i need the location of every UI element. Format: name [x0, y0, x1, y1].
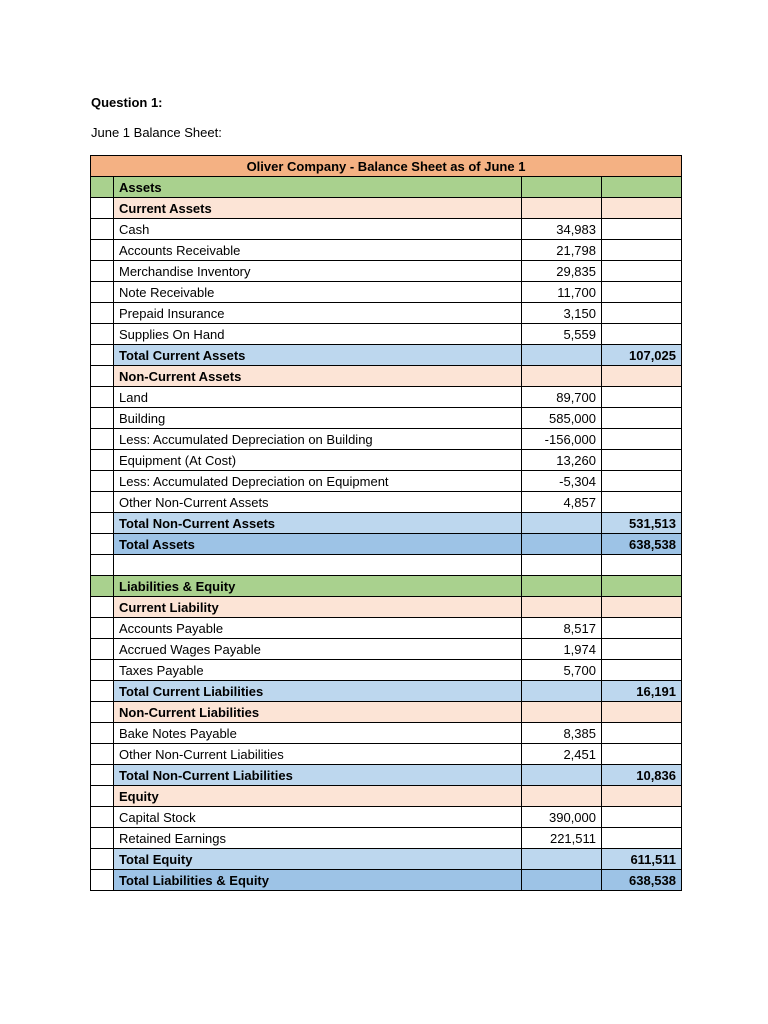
- row-amount: 5,559: [522, 324, 602, 345]
- row-amount: 221,511: [522, 828, 602, 849]
- row-amount: [522, 345, 602, 366]
- row-total: [602, 429, 682, 450]
- row-marker-cell: [91, 618, 114, 639]
- row-marker-cell: [91, 870, 114, 891]
- row-marker-cell: [91, 198, 114, 219]
- row-marker-cell: [91, 534, 114, 555]
- row-label: Assets: [114, 177, 522, 198]
- row-amount: [522, 681, 602, 702]
- row-marker-cell: [91, 723, 114, 744]
- row-amount: [522, 597, 602, 618]
- table-row: [91, 282, 682, 303]
- row-marker-cell: [91, 450, 114, 471]
- row-label: Accrued Wages Payable: [114, 639, 522, 660]
- row-total: [602, 471, 682, 492]
- row-total: [602, 177, 682, 198]
- row-label: Merchandise Inventory: [114, 261, 522, 282]
- row-label: Current Liability: [114, 597, 522, 618]
- row-total: 638,538: [602, 534, 682, 555]
- row-label: Building: [114, 408, 522, 429]
- row-amount: 21,798: [522, 240, 602, 261]
- row-marker-cell: [91, 681, 114, 702]
- table-row: [91, 786, 682, 807]
- row-marker-cell: [91, 555, 114, 576]
- row-amount: 8,517: [522, 618, 602, 639]
- row-label: Cash: [114, 219, 522, 240]
- row-marker-cell: [91, 597, 114, 618]
- row-label: Total Equity: [114, 849, 522, 870]
- row-marker-cell: [91, 387, 114, 408]
- table-row: [91, 576, 682, 597]
- table-row: [91, 492, 682, 513]
- table-row: [91, 261, 682, 282]
- row-amount: 8,385: [522, 723, 602, 744]
- table-row: [91, 534, 682, 555]
- table-row: [91, 345, 682, 366]
- row-label: Non-Current Liabilities: [114, 702, 522, 723]
- row-total: [602, 450, 682, 471]
- row-amount: 390,000: [522, 807, 602, 828]
- table-row: [91, 366, 682, 387]
- row-amount: [522, 534, 602, 555]
- row-marker-cell: [91, 807, 114, 828]
- row-total: [602, 387, 682, 408]
- row-label: Taxes Payable: [114, 660, 522, 681]
- row-marker-cell: [91, 849, 114, 870]
- row-marker-cell: [91, 345, 114, 366]
- row-marker-cell: [91, 366, 114, 387]
- row-amount: [522, 849, 602, 870]
- row-total: [602, 408, 682, 429]
- row-marker-cell: [91, 639, 114, 660]
- row-amount: [522, 765, 602, 786]
- row-total: [602, 261, 682, 282]
- row-total: [602, 555, 682, 576]
- row-marker-cell: [91, 303, 114, 324]
- row-amount: [522, 366, 602, 387]
- balance-sheet-body: [91, 156, 682, 891]
- row-total: [602, 282, 682, 303]
- row-total: [602, 198, 682, 219]
- row-amount: [522, 177, 602, 198]
- row-total: [602, 303, 682, 324]
- table-row: [91, 513, 682, 534]
- row-marker-cell: [91, 786, 114, 807]
- row-amount: [522, 576, 602, 597]
- row-label: Total Assets: [114, 534, 522, 555]
- table-row: [91, 429, 682, 450]
- row-label: Retained Earnings: [114, 828, 522, 849]
- row-label: Less: Accumulated Depreciation on Equipment: [114, 471, 522, 492]
- row-amount: 2,451: [522, 744, 602, 765]
- row-amount: 29,835: [522, 261, 602, 282]
- row-marker-cell: [91, 576, 114, 597]
- row-marker-cell: [91, 240, 114, 261]
- table-row: [91, 681, 682, 702]
- row-label: Total Current Assets: [114, 345, 522, 366]
- row-label: Total Non-Current Assets: [114, 513, 522, 534]
- row-total: [602, 702, 682, 723]
- table-row: [91, 765, 682, 786]
- row-marker-cell: [91, 765, 114, 786]
- row-amount: 34,983: [522, 219, 602, 240]
- row-label: Total Non-Current Liabilities: [114, 765, 522, 786]
- row-total: 638,538: [602, 870, 682, 891]
- row-label: Liabilities & Equity: [114, 576, 522, 597]
- row-amount: 13,260: [522, 450, 602, 471]
- row-total: [602, 219, 682, 240]
- row-amount: [522, 786, 602, 807]
- table-row: [91, 198, 682, 219]
- row-total: [602, 828, 682, 849]
- table-row: [91, 324, 682, 345]
- table-row: [91, 408, 682, 429]
- balance-sheet-table: [90, 155, 682, 891]
- table-row: [91, 702, 682, 723]
- row-label: Less: Accumulated Depreciation on Building: [114, 429, 522, 450]
- row-total: [602, 597, 682, 618]
- row-total: [602, 366, 682, 387]
- table-row: [91, 177, 682, 198]
- row-total: [602, 639, 682, 660]
- row-label: [114, 555, 522, 576]
- row-total: 16,191: [602, 681, 682, 702]
- row-label: Bake Notes Payable: [114, 723, 522, 744]
- table-row: [91, 471, 682, 492]
- row-amount: 1,974: [522, 639, 602, 660]
- row-total: [602, 618, 682, 639]
- row-label: Equipment (At Cost): [114, 450, 522, 471]
- row-amount: 89,700: [522, 387, 602, 408]
- question-heading: Question 1:: [91, 95, 163, 110]
- row-amount: 5,700: [522, 660, 602, 681]
- row-label: Prepaid Insurance: [114, 303, 522, 324]
- row-label: Other Non-Current Assets: [114, 492, 522, 513]
- table-row: [91, 744, 682, 765]
- row-amount: 3,150: [522, 303, 602, 324]
- row-total: 611,511: [602, 849, 682, 870]
- row-label: Accounts Receivable: [114, 240, 522, 261]
- row-label: Capital Stock: [114, 807, 522, 828]
- table-row: [91, 807, 682, 828]
- row-amount: 4,857: [522, 492, 602, 513]
- table-row: [91, 303, 682, 324]
- table-row: [91, 219, 682, 240]
- row-amount: 11,700: [522, 282, 602, 303]
- row-amount: [522, 702, 602, 723]
- row-marker-cell: [91, 408, 114, 429]
- row-marker-cell: [91, 744, 114, 765]
- row-marker-cell: [91, 261, 114, 282]
- table-row: [91, 597, 682, 618]
- table-row: [91, 555, 682, 576]
- table-row: [91, 828, 682, 849]
- row-amount: [522, 513, 602, 534]
- row-label: Total Liabilities & Equity: [114, 870, 522, 891]
- row-label: Supplies On Hand: [114, 324, 522, 345]
- row-total: [602, 576, 682, 597]
- row-amount: 585,000: [522, 408, 602, 429]
- row-total: 531,513: [602, 513, 682, 534]
- row-marker-cell: [91, 492, 114, 513]
- row-label: Note Receivable: [114, 282, 522, 303]
- row-total: [602, 240, 682, 261]
- row-label: Accounts Payable: [114, 618, 522, 639]
- table-row: [91, 849, 682, 870]
- row-total: [602, 324, 682, 345]
- row-label: Land: [114, 387, 522, 408]
- row-marker-cell: [91, 513, 114, 534]
- row-label: Other Non-Current Liabilities: [114, 744, 522, 765]
- table-row: [91, 240, 682, 261]
- row-label: Non-Current Assets: [114, 366, 522, 387]
- row-marker-cell: [91, 702, 114, 723]
- row-total: [602, 492, 682, 513]
- row-amount: [522, 198, 602, 219]
- table-row: [91, 639, 682, 660]
- row-total: 107,025: [602, 345, 682, 366]
- row-total: [602, 723, 682, 744]
- table-title: Oliver Company - Balance Sheet as of June 1: [91, 156, 682, 177]
- table-row: [91, 450, 682, 471]
- row-marker-cell: [91, 828, 114, 849]
- row-label: Current Assets: [114, 198, 522, 219]
- row-total: 10,836: [602, 765, 682, 786]
- row-total: [602, 807, 682, 828]
- row-marker-cell: [91, 471, 114, 492]
- table-row: [91, 660, 682, 681]
- row-marker-cell: [91, 324, 114, 345]
- balance-sheet-subtitle: June 1 Balance Sheet:: [91, 125, 222, 140]
- row-amount: [522, 555, 602, 576]
- row-amount: [522, 870, 602, 891]
- table-row: [91, 870, 682, 891]
- row-marker-cell: [91, 177, 114, 198]
- row-marker-cell: [91, 219, 114, 240]
- table-row: [91, 618, 682, 639]
- row-total: [602, 660, 682, 681]
- table-title-row: [91, 156, 682, 177]
- table-row: [91, 387, 682, 408]
- row-label: Total Current Liabilities: [114, 681, 522, 702]
- row-amount: -156,000: [522, 429, 602, 450]
- row-marker-cell: [91, 282, 114, 303]
- row-total: [602, 744, 682, 765]
- row-marker-cell: [91, 660, 114, 681]
- row-total: [602, 786, 682, 807]
- row-label: Equity: [114, 786, 522, 807]
- row-marker-cell: [91, 429, 114, 450]
- table-row: [91, 723, 682, 744]
- row-amount: -5,304: [522, 471, 602, 492]
